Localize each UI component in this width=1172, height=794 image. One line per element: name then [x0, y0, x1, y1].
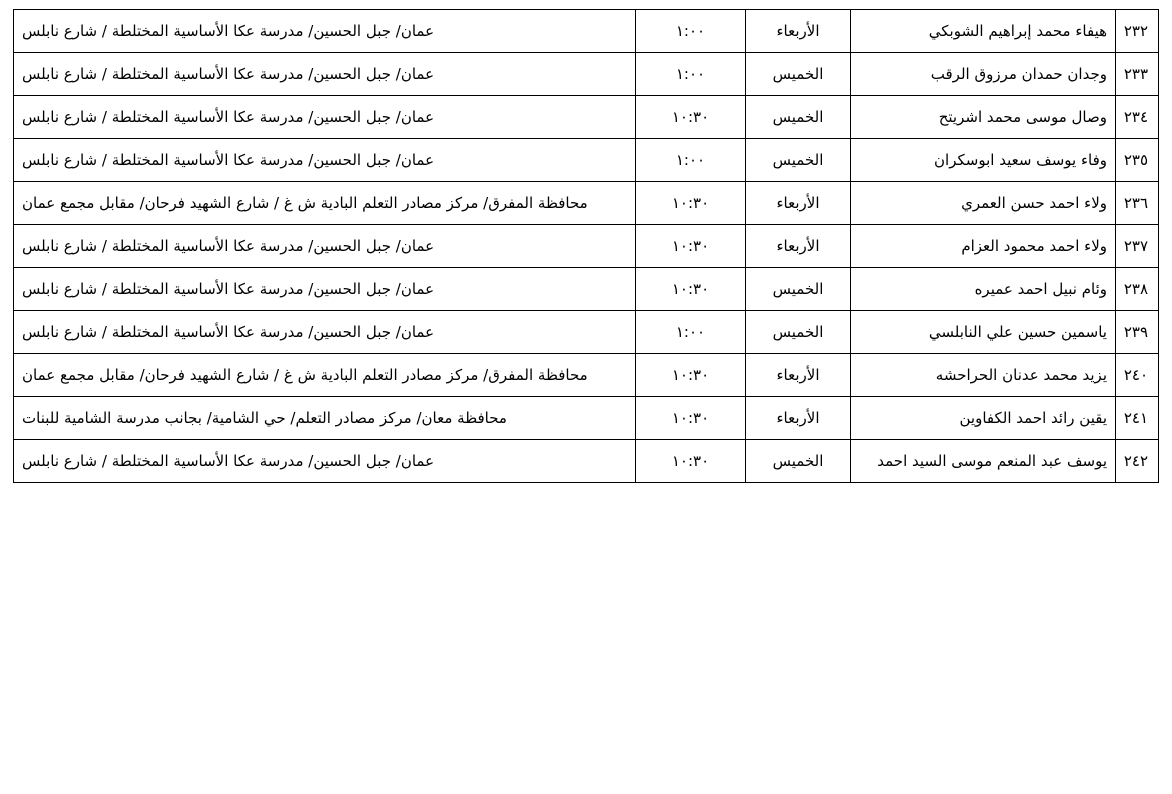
table-row [14, 139, 1159, 182]
exam-location: محافظة معان/ مركز مصادر التعلم/ حي الشامية/ بجانب مدرسة الشامية للبنات [14, 397, 636, 440]
exam-time: ١٠:٣٠ [636, 397, 746, 440]
person-name: يزيد محمد عدنان الحراحشه [851, 354, 1116, 397]
exam-location: عمان/ جبل الحسين/ مدرسة عكا الأساسية المختلطة / شارع نابلس [14, 225, 636, 268]
schedule-table [13, 9, 1159, 483]
exam-day: الأربعاء [746, 182, 851, 225]
person-name: وصال موسى محمد اشريتح [851, 96, 1116, 139]
exam-time: ١٠:٣٠ [636, 182, 746, 225]
schedule-table-body [14, 10, 1159, 483]
table-row [14, 96, 1159, 139]
exam-time: ١:٠٠ [636, 53, 746, 96]
person-name: يوسف عبد المنعم موسى السيد احمد [851, 440, 1116, 483]
person-name: ولاء احمد محمود العزام [851, 225, 1116, 268]
row-number: ٢٣٥ [1116, 139, 1159, 182]
exam-day: الخميس [746, 311, 851, 354]
exam-location: عمان/ جبل الحسين/ مدرسة عكا الأساسية المختلطة / شارع نابلس [14, 440, 636, 483]
row-number: ٢٣٨ [1116, 268, 1159, 311]
row-number: ٢٣٣ [1116, 53, 1159, 96]
person-name: يقين رائد احمد الكفاوين [851, 397, 1116, 440]
table-row [14, 53, 1159, 96]
exam-day: الأربعاء [746, 10, 851, 53]
table-row [14, 10, 1159, 53]
table-row [14, 268, 1159, 311]
table-row [14, 182, 1159, 225]
row-number: ٢٤٢ [1116, 440, 1159, 483]
exam-location: عمان/ جبل الحسين/ مدرسة عكا الأساسية المختلطة / شارع نابلس [14, 311, 636, 354]
row-number: ٢٣٩ [1116, 311, 1159, 354]
person-name: وجدان حمدان مرزوق الرقب [851, 53, 1116, 96]
exam-day: الأربعاء [746, 354, 851, 397]
exam-day: الأربعاء [746, 225, 851, 268]
person-name: وفاء يوسف سعيد ابوسكران [851, 139, 1116, 182]
exam-day: الخميس [746, 268, 851, 311]
person-name: ياسمين حسين علي النابلسي [851, 311, 1116, 354]
row-number: ٢٣٢ [1116, 10, 1159, 53]
exam-time: ١:٠٠ [636, 139, 746, 182]
exam-location: عمان/ جبل الحسين/ مدرسة عكا الأساسية المختلطة / شارع نابلس [14, 96, 636, 139]
exam-day: الأربعاء [746, 397, 851, 440]
exam-time: ١:٠٠ [636, 311, 746, 354]
row-number: ٢٣٤ [1116, 96, 1159, 139]
person-name: وئام نبيل احمد عميره [851, 268, 1116, 311]
exam-time: ١٠:٣٠ [636, 354, 746, 397]
exam-location: محافظة المفرق/ مركز مصادر التعلم البادية ش غ / شارع الشهيد فرحان/ مقابل مجمع عمان [14, 354, 636, 397]
table-row [14, 311, 1159, 354]
person-name: ولاء احمد حسن العمري [851, 182, 1116, 225]
exam-day: الخميس [746, 96, 851, 139]
exam-location: عمان/ جبل الحسين/ مدرسة عكا الأساسية المختلطة / شارع نابلس [14, 53, 636, 96]
exam-day: الخميس [746, 440, 851, 483]
exam-time: ١٠:٣٠ [636, 268, 746, 311]
exam-day: الخميس [746, 53, 851, 96]
exam-location: عمان/ جبل الحسين/ مدرسة عكا الأساسية المختلطة / شارع نابلس [14, 139, 636, 182]
exam-time: ١٠:٣٠ [636, 225, 746, 268]
row-number: ٢٣٦ [1116, 182, 1159, 225]
exam-time: ١٠:٣٠ [636, 96, 746, 139]
table-row [14, 440, 1159, 483]
exam-time: ١٠:٣٠ [636, 440, 746, 483]
row-number: ٢٤١ [1116, 397, 1159, 440]
exam-location: عمان/ جبل الحسين/ مدرسة عكا الأساسية المختلطة / شارع نابلس [14, 268, 636, 311]
exam-location: عمان/ جبل الحسين/ مدرسة عكا الأساسية المختلطة / شارع نابلس [14, 10, 636, 53]
exam-time: ١:٠٠ [636, 10, 746, 53]
person-name: هيفاء محمد إبراهيم الشوبكي [851, 10, 1116, 53]
exam-day: الخميس [746, 139, 851, 182]
table-row [14, 225, 1159, 268]
table-row [14, 354, 1159, 397]
table-row [14, 397, 1159, 440]
row-number: ٢٣٧ [1116, 225, 1159, 268]
exam-location: محافظة المفرق/ مركز مصادر التعلم البادية ش غ / شارع الشهيد فرحان/ مقابل مجمع عمان [14, 182, 636, 225]
row-number: ٢٤٠ [1116, 354, 1159, 397]
